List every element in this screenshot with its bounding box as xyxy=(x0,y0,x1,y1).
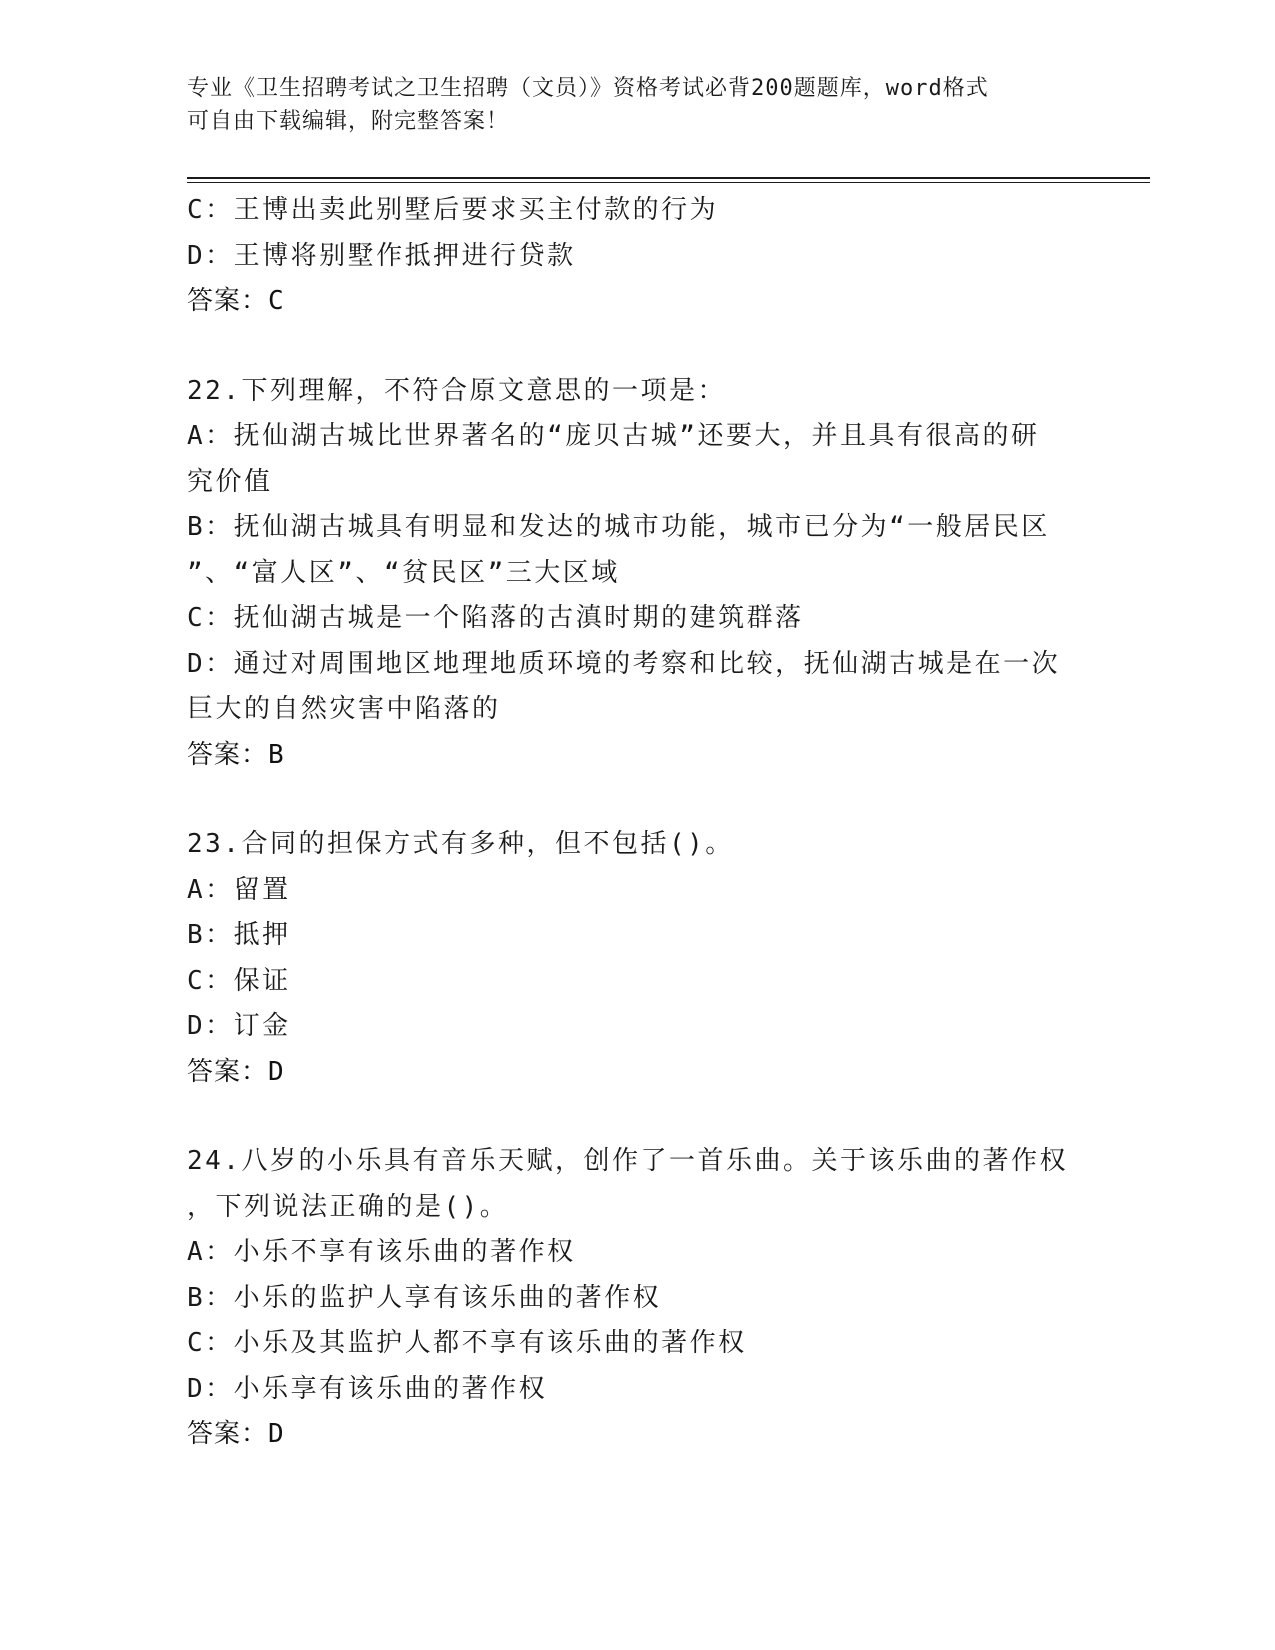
header-divider-thick xyxy=(187,177,1150,179)
option-line: D：通过对周围地区地理地质环境的考察和比较，抚仙湖古城是在一次 xyxy=(187,648,1061,679)
document-header xyxy=(187,72,1067,138)
option-line: B：抚仙湖古城具有明显和发达的城市功能，城市已分为“一般居民区 xyxy=(187,512,1050,542)
answer-line: 答案：D xyxy=(187,1419,285,1449)
question-stem-continued: ，下列说法正确的是()。 xyxy=(187,1191,509,1222)
option-line: D：王博将别墅作抵押进行贷款 xyxy=(187,240,576,271)
question-content xyxy=(187,188,1087,1458)
question-gap xyxy=(187,1095,1087,1139)
option-line: C：抚仙湖古城是一个陷落的古滇时期的建筑群落 xyxy=(187,603,804,633)
question-gap xyxy=(187,325,1087,369)
option-line: B：小乐的监护人享有该乐曲的著作权 xyxy=(187,1282,662,1313)
option-line: C：小乐及其监护人都不享有该乐曲的著作权 xyxy=(187,1328,747,1358)
answer-line: 答案：B xyxy=(187,739,285,770)
option-line: D：订金 xyxy=(187,1011,291,1041)
question-23 xyxy=(187,822,1087,1095)
question-stem: 24.八岁的小乐具有音乐天赋，创作了一首乐曲。关于该乐曲的著作权 xyxy=(187,1146,1068,1176)
option-line-continued: 巨大的自然灾害中陷落的 xyxy=(187,694,501,724)
option-line: C：王博出卖此别墅后要求买主付款的行为 xyxy=(187,195,719,225)
previous-question-tail xyxy=(187,188,1087,325)
option-line: B：抵押 xyxy=(187,920,291,950)
option-line: A：小乐不享有该乐曲的著作权 xyxy=(187,1237,576,1267)
question-22 xyxy=(187,369,1087,779)
answer-line: 答案：D xyxy=(187,1056,285,1087)
question-stem: 22.下列理解，不符合原文意思的一项是： xyxy=(187,375,726,406)
option-line: A：抚仙湖古城比世界著名的“庞贝古城”还要大，并且具有很高的研 xyxy=(187,421,1040,451)
question-gap xyxy=(187,778,1087,822)
header-line-1: 专业《卫生招聘考试之卫生招聘（文员）》资格考试必背200题题库，word格式 xyxy=(187,76,989,101)
header-line-2: 可自由下载编辑，附完整答案！ xyxy=(187,109,510,134)
option-line: C：保证 xyxy=(187,965,291,996)
question-stem: 23.合同的担保方式有多种，但不包括()。 xyxy=(187,829,734,859)
header-divider-thin xyxy=(187,182,1150,183)
option-line: D：小乐享有该乐曲的著作权 xyxy=(187,1373,548,1404)
option-line-continued: 究价值 xyxy=(187,466,273,497)
question-24 xyxy=(187,1139,1087,1458)
option-line: A：留置 xyxy=(187,874,291,905)
option-line-continued: ”、“富人区”、“贫民区”三大区域 xyxy=(187,557,620,588)
answer-line: 答案：C xyxy=(187,286,285,316)
